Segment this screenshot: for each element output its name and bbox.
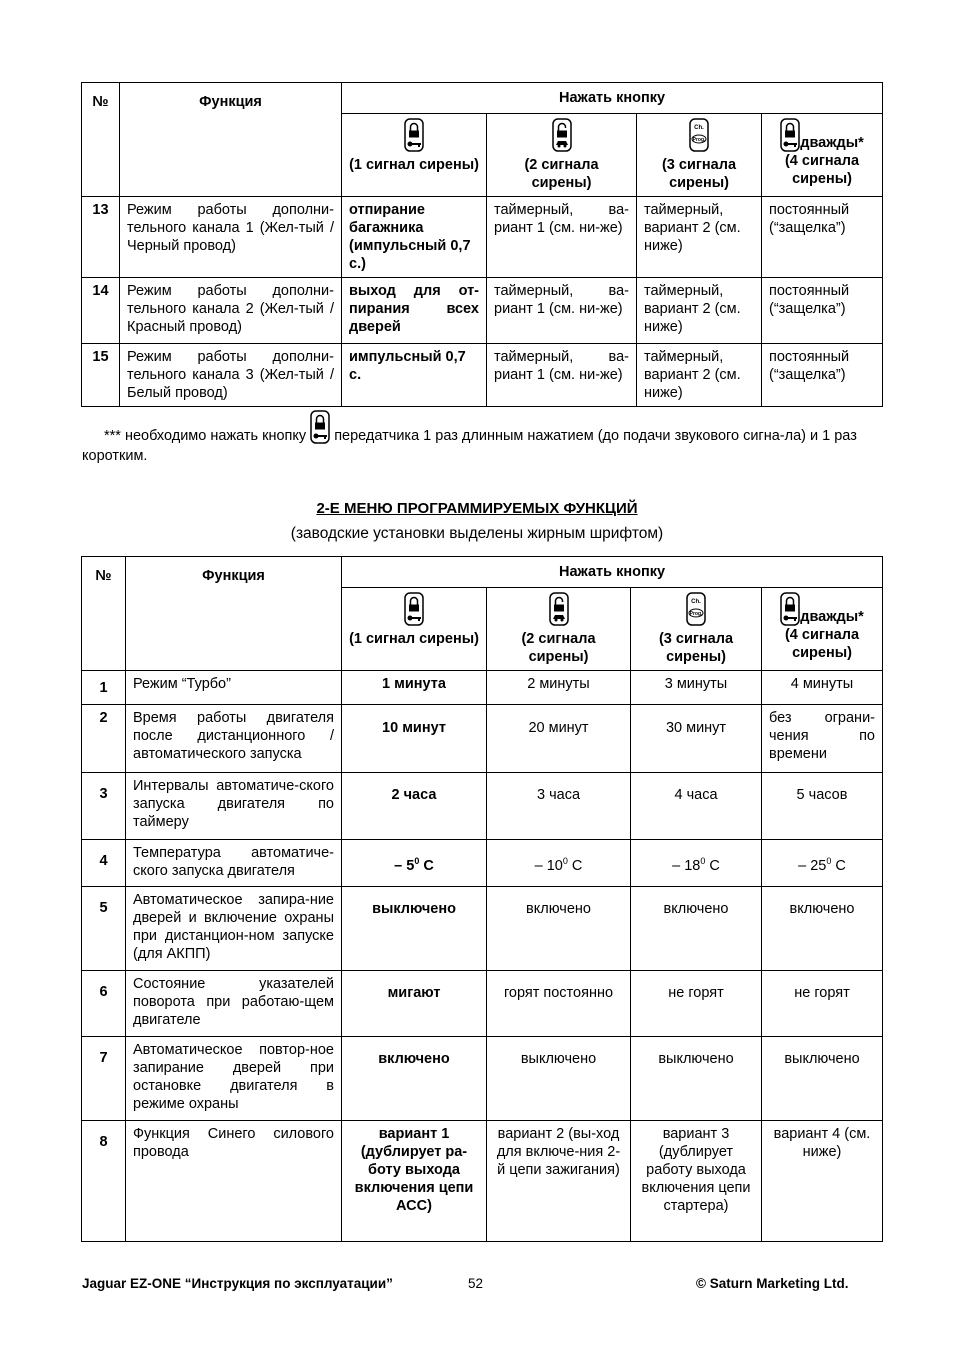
cell-col3: не горят (631, 971, 762, 1037)
cell-col1: выход для от-пирания всех дверей (342, 278, 487, 344)
degree-sup: 0 (562, 856, 568, 866)
row-num: 14 (82, 278, 120, 344)
temp-unit: С (567, 857, 583, 874)
col-header-unlock (487, 588, 631, 671)
col-header-press-button: Нажать кнопку (342, 557, 883, 588)
section-subtitle: (заводские установки выделены жирным шрифтом) (290, 525, 664, 542)
functions-table-2 (81, 556, 883, 1242)
cell-col4: постоянный (“защелка”) (762, 197, 883, 278)
row-function: Режим работы дополни-тельного канала 3 (Жел-тый / Белый провод) (120, 344, 342, 407)
cell-col4: выключено (762, 1037, 883, 1121)
row-function: Функция Синего силового провода (126, 1121, 342, 1242)
col-header-lock (342, 588, 487, 671)
col-header-chprog (637, 114, 762, 197)
col-header-num: № (82, 83, 120, 197)
cell-col2: 2 минуты (487, 671, 631, 705)
lock-key-icon (310, 410, 330, 444)
cell-col1: выключено (342, 887, 487, 971)
cell-col2: 3 часа (487, 773, 631, 840)
col-header-press-button: Нажать кнопку (342, 83, 883, 114)
ch-prog-icon (686, 592, 706, 626)
cell-col2: таймерный, ва-риант 1 (см. ни-же) (487, 278, 637, 344)
cell-col4: включено (762, 887, 883, 971)
temp-value: – 25 (798, 857, 827, 874)
prog-label: Prog. (692, 137, 706, 143)
table-row (82, 278, 883, 344)
col4-label: (4 сигнала сирены) (784, 627, 860, 661)
section-title: 2-Е МЕНЮ ПРОГРАММИРУЕМЫХ ФУНКЦИЙ (316, 500, 638, 517)
row-num: 7 (82, 1037, 126, 1121)
table-row (82, 705, 883, 773)
cell-col3 (631, 840, 762, 887)
table-row (82, 671, 883, 705)
lock-key-icon (780, 592, 800, 626)
row-num: 1 (82, 671, 126, 705)
cell-col1: 2 часа (342, 773, 487, 840)
cell-col1: включено (342, 1037, 487, 1121)
ch-label: Ch. (691, 599, 701, 605)
page-number: 52 (468, 1276, 484, 1291)
cell-col4: вариант 4 (см. ниже) (762, 1121, 883, 1242)
cell-col1: отпирание багажника (импульсный 0,7 с.) (342, 197, 487, 278)
row-num: 6 (82, 971, 126, 1037)
row-function: Режим работы дополни-тельного канала 2 (Жел-тый / Красный провод) (120, 278, 342, 344)
row-num: 13 (82, 197, 120, 278)
col3-label: (3 сигнала сирены) (658, 631, 734, 665)
temp-value: – 5 (394, 857, 415, 874)
temp-unit: С (831, 857, 846, 874)
row-num: 15 (82, 344, 120, 407)
cell-col2: выключено (487, 1037, 631, 1121)
footer-left: Jaguar EZ-ONE “Инструкция по эксплуатации” (82, 1276, 393, 1291)
cell-col4: постоянный (“защелка”) (762, 278, 883, 344)
cell-col4 (762, 840, 883, 887)
cell-col4: постоянный (“защелка”) (762, 344, 883, 407)
col2-label: (2 сигнала сирены) (521, 631, 596, 665)
footnote-text-before: *** необходимо нажать кнопку (104, 428, 307, 444)
cell-col1: 10 минут (342, 705, 487, 773)
cell-col2: таймерный, ва-риант 1 (см. ни-же) (487, 197, 637, 278)
row-num: 3 (82, 773, 126, 840)
temp-unit: С (419, 857, 434, 874)
row-function: Состояние указателей поворота при работаю-щем двигателе (126, 971, 342, 1037)
col-header-function: Функция (126, 557, 342, 671)
col-header-unlock (487, 114, 637, 197)
cell-col1: 1 минута (342, 671, 487, 705)
footnote-text-after: передатчика 1 раз длинным нажатием (до подачи звукового сигна-ла) и 1 раз коротким. (82, 428, 857, 464)
footer-right: © Saturn Marketing Ltd. (696, 1276, 849, 1291)
cell-col3: 4 часа (631, 773, 762, 840)
cell-col1: импульсный 0,7 с. (342, 344, 487, 407)
col-header-num: № (82, 557, 126, 671)
cell-col2: включено (487, 887, 631, 971)
cell-col3: 30 минут (631, 705, 762, 773)
cell-col2: вариант 2 (вы-ход для включе-ния 2-й цепи зажигания) (487, 1121, 631, 1242)
table-row (82, 1121, 883, 1242)
cell-col1 (342, 840, 487, 887)
degree-sup: 0 (700, 856, 706, 866)
row-function: Режим работы дополни-тельного канала 1 (Жел-тый / Черный провод) (120, 197, 342, 278)
functions-table-1 (81, 82, 883, 407)
lock-key-icon (404, 592, 424, 626)
cell-col3: таймерный, вариант 2 (см. ниже) (637, 278, 762, 344)
degree-sup: 0 (414, 856, 420, 866)
cell-col3: таймерный, вариант 2 (см. ниже) (637, 197, 762, 278)
table-row (82, 971, 883, 1037)
cell-col3: таймерный, вариант 2 (см. ниже) (637, 344, 762, 407)
col3-label: (3 сигнала сирены) (661, 157, 737, 191)
row-function: Температура автоматиче-ского запуска двигателя (126, 840, 342, 887)
unlock-car-icon (549, 592, 569, 626)
row-num: 8 (82, 1121, 126, 1242)
prog-label: Prog. (689, 611, 703, 617)
col-header-chprog (631, 588, 762, 671)
col-header-lock-twice (762, 588, 883, 671)
twice-label: дважды* (800, 135, 864, 151)
table-row (82, 1037, 883, 1121)
row-function: Автоматическое повтор-ное запирание дверей при остановке двигателя в режиме охраны (126, 1037, 342, 1121)
temp-value: – 10 (534, 857, 563, 874)
cell-col2: таймерный, ва-риант 1 (см. ни-же) (487, 344, 637, 407)
row-num: 4 (82, 840, 126, 887)
ch-prog-icon (689, 118, 709, 152)
row-function: Автоматическое запира-ние дверей и включение охраны при дистанцион-ном запуске (для АКПП) (126, 887, 342, 971)
degree-sup: 0 (826, 856, 832, 866)
row-function: Режим “Турбо” (126, 671, 342, 705)
twice-label: дважды* (800, 609, 864, 625)
cell-col3: вариант 3 (дублирует работу выхода включения цепи стартера) (631, 1121, 762, 1242)
cell-col2: горят постоянно (487, 971, 631, 1037)
col1-label: (1 сигнал сирены) (349, 631, 479, 647)
footnote (82, 426, 882, 466)
table-row (82, 773, 883, 840)
cell-col3: 3 минуты (631, 671, 762, 705)
cell-col4: не горят (762, 971, 883, 1037)
temp-value: – 18 (672, 857, 701, 874)
cell-col4: 4 минуты (762, 671, 883, 705)
table-row (82, 840, 883, 887)
temp-unit: С (705, 857, 720, 874)
row-function: Интервалы автоматиче-ского запуска двигателя по таймеру (126, 773, 342, 840)
row-function: Время работы двигателя после дистанционного / автоматического запуска (126, 705, 342, 773)
table-row (82, 887, 883, 971)
lock-key-icon (404, 118, 424, 152)
cell-col2: 20 минут (487, 705, 631, 773)
ch-label: Ch. (694, 125, 704, 131)
col4-label: (4 сигнала сирены) (784, 153, 860, 187)
col1-label: (1 сигнал сирены) (349, 157, 479, 173)
col-header-function: Функция (120, 83, 342, 197)
row-num: 5 (82, 887, 126, 971)
table-row (82, 197, 883, 278)
lock-key-icon (780, 118, 800, 152)
col-header-lock-twice (762, 114, 883, 197)
cell-col1: мигают (342, 971, 487, 1037)
unlock-car-icon (552, 118, 572, 152)
cell-col3: выключено (631, 1037, 762, 1121)
row-num: 2 (82, 705, 126, 773)
col2-label: (2 сигнала сирены) (524, 157, 599, 191)
cell-col4: без ограни-чения по времени (762, 705, 883, 773)
cell-col3: включено (631, 887, 762, 971)
table-row (82, 344, 883, 407)
cell-col4: 5 часов (762, 773, 883, 840)
cell-col1: вариант 1 (дублирует ра-боту выхода включения цепи АСС) (342, 1121, 487, 1242)
cell-col2 (487, 840, 631, 887)
col-header-lock (342, 114, 487, 197)
